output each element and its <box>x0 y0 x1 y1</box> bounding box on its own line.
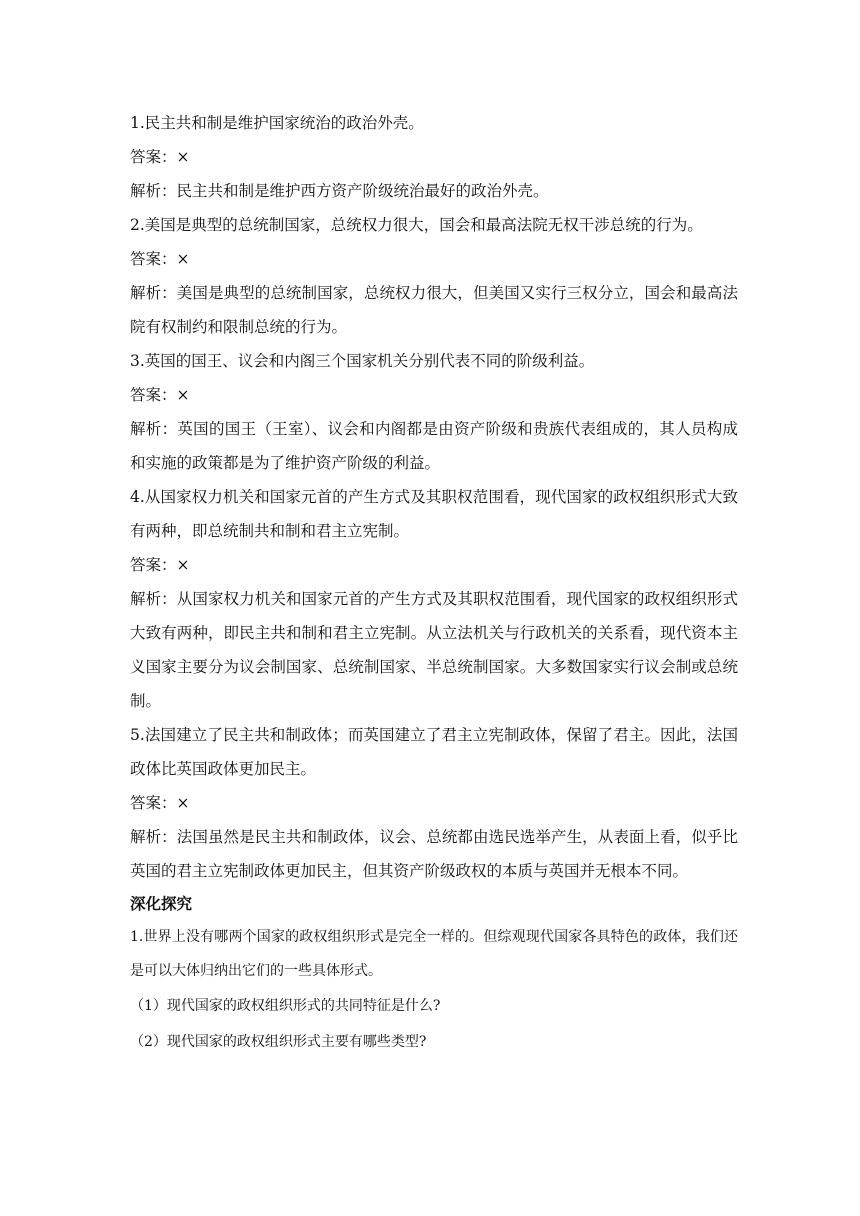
item-5-analysis: 解析：法国虽然是民主共和制政体，议会、总统都由选民选举产生，从表面上看，似乎比英国的君主立宪制政体更加民主，但其资产阶级政权的本质与英国并无根本不同。 <box>130 828 738 880</box>
item-1-statement: 1.民主共和制是维护国家统治的政治外壳。 <box>130 114 424 132</box>
item-4-answer: 答案：× <box>130 556 190 574</box>
item-1-answer: 答案：× <box>130 148 190 166</box>
document-page <box>130 106 738 1060</box>
item-2-answer: 答案：× <box>130 250 190 268</box>
item-3-statement: 3.英国的国王、议会和内阁三个国家机关分别代表不同的阶级利益。 <box>130 352 595 370</box>
item-2-statement: 2.美国是典型的总统制国家，总统权力很大，国会和最高法院无权干涉总统的行为。 <box>130 216 703 234</box>
deepen-intro: 1.世界上没有哪两个国家的政权组织形式是完全一样的。但综观现代国家各具特色的政体，我们还是可以大体归纳出它们的一些具体形式。 <box>130 929 738 979</box>
item-5-answer: 答案：× <box>130 794 190 812</box>
item-2-analysis: 解析：美国是典型的总统制国家，总统权力很大，但美国又实行三权分立，国会和最高法院有权制约和限制总统的行为。 <box>130 284 738 336</box>
item-3-answer: 答案：× <box>130 386 190 404</box>
section-title-deepen: 深化探究 <box>130 895 193 913</box>
deepen-question-1: （1）现代国家的政权组织形式的共同特征是什么? <box>130 998 441 1014</box>
deepen-question-2: （2）现代国家的政权组织形式主要有哪些类型? <box>130 1034 427 1050</box>
item-3-analysis: 解析：英国的国王（王室）、议会和内阁都是由资产阶级和贵族代表组成的，其人员构成和实施的政策都是为了维护资产阶级的利益。 <box>130 420 738 472</box>
item-4-statement: 4.从国家权力机关和国家元首的产生方式及其职权范围看，现代国家的政权组织形式大致有两种，即总统制共和制和君主立宪制。 <box>130 488 738 540</box>
item-5-statement: 5.法国建立了民主共和制政体；而英国建立了君主立宪制政体，保留了君主。因此，法国政体比英国政体更加民主。 <box>130 726 738 778</box>
item-4-analysis: 解析：从国家权力机关和国家元首的产生方式及其职权范围看，现代国家的政权组织形式大致有两种，即民主共和制和君主立宪制。从立法机关与行政机关的关系看，现代资本主义国家主要分为议会制国家、总统制国家、半总统制国家。大多数国家实行议会制或总统制。 <box>130 590 738 710</box>
item-1-analysis: 解析：民主共和制是维护西方资产阶级统治最好的政治外壳。 <box>130 182 549 200</box>
